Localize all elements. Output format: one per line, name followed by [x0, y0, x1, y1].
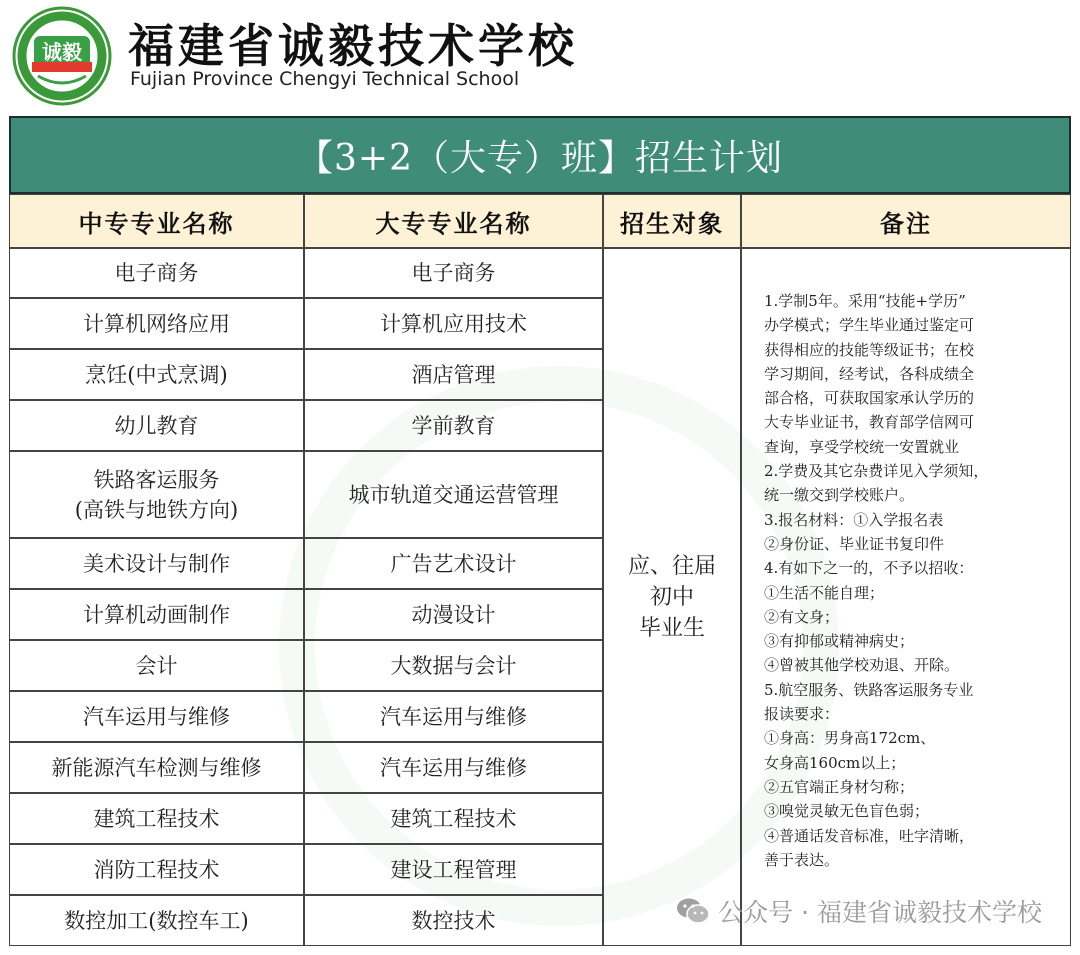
secondary-major-name: 烹饪(中式烹调) [85, 362, 228, 387]
college-major-cell: 建筑工程技术 [304, 793, 603, 844]
header-notes: 备注 [741, 194, 1071, 248]
secondary-major-name: 汽车运用与维修 [83, 704, 230, 729]
secondary-major-cell [9, 589, 304, 640]
note-line: 1.学制5年。采用“技能+学历” [764, 292, 966, 310]
note-line: 获得相应的技能等级证书；在校 [764, 340, 975, 359]
college-major-cell: 计算机应用技术 [304, 298, 603, 349]
note-line: 女身高160cm以上； [764, 753, 906, 772]
secondary-major-cell [9, 248, 304, 298]
note-line: 4.有如下之一的，不予以招收： [764, 559, 974, 578]
note-line: 2.学费及其它杂费详见入学须知， [764, 462, 989, 481]
target-line: 应、往届 [627, 553, 716, 579]
note-line: ③有抑郁或精神病史； [764, 632, 915, 651]
note-line: 统一缴交到学校账户。 [764, 486, 915, 505]
secondary-major-cell [9, 895, 304, 946]
note-line: ③嗅觉灵敏无色盲色弱； [764, 802, 930, 821]
note-line: 学习期间，经考试，各科成绩全 [764, 364, 975, 383]
note-line: 查询，享受学校统一安置就业 [764, 437, 960, 456]
secondary-major-cell [9, 691, 304, 742]
note-line: ④普通话发音标准，吐字清晰， [764, 826, 975, 845]
notes-cell [741, 248, 1071, 946]
note-line: 5.航空服务、铁路客运服务专业 [764, 680, 974, 699]
target-line: 初中 [649, 584, 694, 610]
note-line: 部合格，可获取国家承认学历的 [764, 389, 975, 408]
enrollment-table [9, 116, 1071, 946]
note-line: ②五官端正身材匀称； [764, 777, 915, 796]
note-line: ②有文身； [764, 607, 840, 626]
target-cell [603, 248, 741, 946]
secondary-major-name: 美术设计与制作 [83, 551, 230, 576]
note-line: ②身份证、毕业证书复印件 [764, 534, 945, 553]
secondary-major-name: 计算机动画制作 [83, 602, 230, 627]
secondary-major-name: 电子商务 [114, 261, 199, 285]
college-major-cell: 汽车运用与维修 [304, 691, 603, 742]
secondary-major-cell [9, 844, 304, 895]
header-target: 招生对象 [603, 194, 741, 248]
secondary-major-name: 新能源汽车检测与维修 [51, 755, 262, 780]
wechat-watermark [676, 893, 1042, 929]
college-major-cell: 城市轨道交通运营管理 [304, 451, 603, 538]
secondary-major-name: 数控加工(数控车工) [64, 908, 249, 933]
college-major-cell: 数控技术 [304, 895, 603, 946]
school-name-en: Fujian Province Chengyi Technical School [130, 68, 520, 90]
note-line: 善于表达。 [764, 850, 840, 869]
secondary-major-name: 消防工程技术 [93, 857, 220, 882]
secondary-major-cell [9, 640, 304, 691]
note-line: ④曾被其他学校劝退、开除。 [764, 656, 960, 675]
secondary-major-name: 幼儿教育 [114, 413, 199, 438]
header-secondary-major: 中专专业名称 [9, 194, 304, 248]
secondary-major-name: 铁路客运服务 [93, 467, 220, 492]
note-line: 报读要求： [764, 705, 840, 724]
secondary-major-name: 建筑工程技术 [93, 806, 220, 831]
target-line: 毕业生 [638, 615, 705, 641]
college-major-cell: 动漫设计 [304, 589, 603, 640]
note-line: ①生活不能自理； [764, 583, 885, 602]
secondary-major-cell [9, 298, 304, 349]
note-line: ①身高：男身高172cm、 [764, 729, 936, 748]
header-college-major: 大专专业名称 [304, 194, 603, 248]
note-line: 大专毕业证书，教育部学信网可 [764, 413, 975, 432]
secondary-major-direction: (高铁与地铁方向) [74, 497, 239, 522]
college-major-cell: 大数据与会计 [304, 640, 603, 691]
secondary-major-cell [9, 538, 304, 589]
college-major-cell: 建设工程管理 [304, 844, 603, 895]
note-line: 办学模式；学生毕业通过鉴定可 [764, 316, 975, 335]
secondary-major-cell [9, 400, 304, 451]
school-header [0, 0, 1080, 112]
secondary-major-name: 会计 [135, 653, 178, 678]
note-line: 3.报名材料：①入学报名表 [764, 510, 944, 529]
secondary-major-name: 计算机网络应用 [83, 311, 230, 336]
college-major-cell: 汽车运用与维修 [304, 742, 603, 793]
logo-text: 诚毅 [42, 40, 82, 64]
wechat-icon [676, 897, 710, 925]
college-major-cell: 酒店管理 [304, 349, 603, 400]
school-logo-icon [12, 6, 112, 106]
wechat-label: 公众号 · 福建省诚毅技术学校 [718, 898, 1042, 927]
secondary-major-cell [9, 349, 304, 400]
college-major-cell: 学前教育 [304, 400, 603, 451]
school-name-cn: 福建省诚毅技术学校 [128, 19, 578, 73]
college-major-cell: 电子商务 [304, 248, 603, 298]
table-title: 【3+2（大专）班】招生计划 [9, 116, 1071, 194]
secondary-major-cell [9, 451, 304, 538]
secondary-major-cell [9, 793, 304, 844]
secondary-major-cell [9, 742, 304, 793]
college-major-cell: 广告艺术设计 [304, 538, 603, 589]
